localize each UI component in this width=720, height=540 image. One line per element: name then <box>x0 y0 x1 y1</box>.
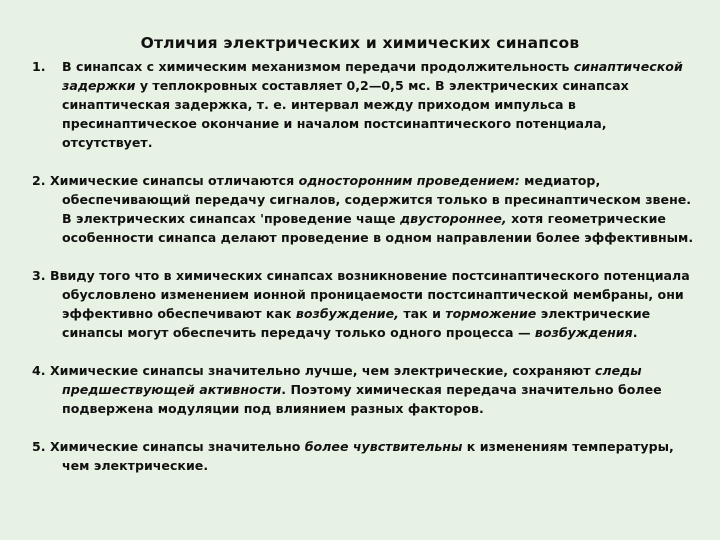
list-item <box>32 266 696 342</box>
list-item-number: 1. <box>32 59 46 74</box>
list-item-number: 3. <box>32 268 46 283</box>
emphasized-text: следы предшествующей активности <box>62 363 642 397</box>
list-item <box>32 171 696 247</box>
list-item <box>32 437 696 475</box>
list-item-number: 2. <box>32 173 46 188</box>
text-segment: Ввиду того что в химических синапсах возникновение постсинаптического потенциала обусловлено изменением ионной проницаемости постсинаптической мембраны, они эффективно обеспечивают как <box>45 268 690 321</box>
slide-content <box>32 57 696 475</box>
text-segment: Химические синапсы значительно <box>45 439 305 454</box>
text-segment: . Поэтому химическая передача значительно более подвержена модуляции под влиянием разных факторов. <box>62 382 662 416</box>
emphasized-text: возбуждения <box>534 325 633 340</box>
emphasized-text: более чувствительны <box>304 439 463 454</box>
list-item-body <box>62 57 696 152</box>
emphasized-text: торможение <box>445 306 537 321</box>
text-segment: . <box>632 325 638 340</box>
text-segment: так и <box>398 306 446 321</box>
emphasized-text: возбуждение, <box>295 306 399 321</box>
emphasized-text: двустороннее, <box>399 211 507 226</box>
text-segment: Химические синапсы значительно лучше, чем электрические, сохраняют <box>45 363 595 378</box>
text-segment: медиатор, обеспечивающий передачу сигналов, содержится только в пресинаптическом звене. В электрических синапсах 'проведение чаще <box>62 173 692 226</box>
list-item-number: 4. <box>32 363 46 378</box>
list-item <box>32 57 696 152</box>
list-item-number: 5. <box>32 439 46 454</box>
text-segment: В синапсах с химическим механизмом передачи продолжительность <box>62 59 574 74</box>
text-segment: электрические синапсы могут обеспечить передачу только одного процесса — <box>62 306 651 340</box>
emphasized-text: синаптической задержки <box>62 59 683 93</box>
text-segment: хотя геометрические особенности синапса делают проведение в одном направлении более эффективным. <box>62 211 694 245</box>
emphasized-text: односторонним проведением: <box>298 173 520 188</box>
text-segment: к изменениям температуры, чем электрические. <box>62 439 674 473</box>
text-segment: у теплокровных составляет 0,2—0,5 мс. В электрических синапсах синаптическая задержка, т. е. интервал между приходом импульса в пресинаптическое окончание и началом постсинаптического потенциала, отсутствует. <box>62 78 629 150</box>
list-item <box>32 361 696 418</box>
text-segment: Химические синапсы отличаются <box>45 173 299 188</box>
slide-title: Отличия электрических и химических синапсов <box>140 34 580 52</box>
